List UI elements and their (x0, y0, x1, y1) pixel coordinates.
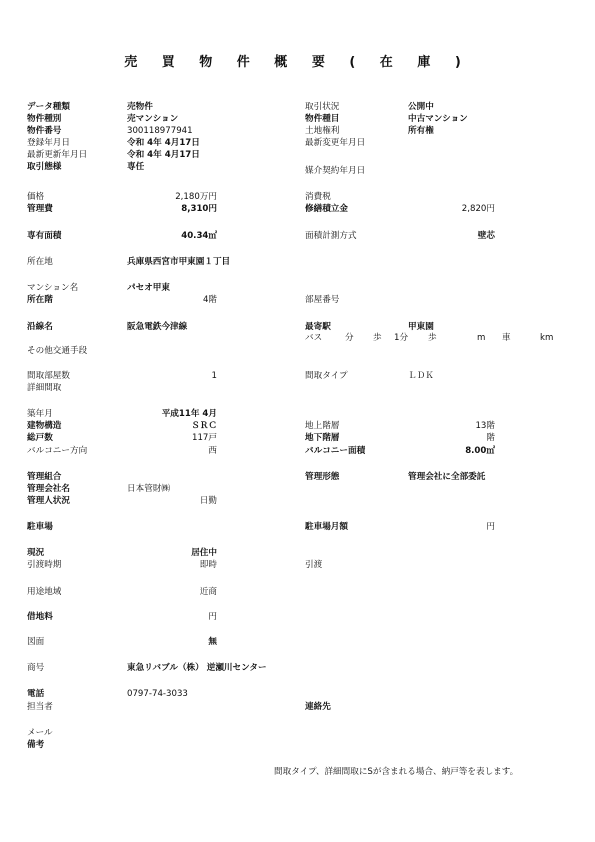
value-above-floors: 13階 (475, 421, 495, 431)
value-rooms: 1 (211, 371, 217, 381)
label-floor-area: 専有面積 (27, 231, 62, 241)
value-land-right: 所有権 (408, 126, 434, 136)
value-trade-name: 東急リバブル（株） 逆瀬川センター (127, 663, 267, 673)
label-location: 所在地 (27, 257, 53, 267)
label-land-rent: 借地料 (27, 612, 53, 622)
label-repair-fund: 修繕積立金 (305, 204, 348, 214)
value-property-item: 中古マンション (408, 114, 468, 124)
value-current: 居住中 (191, 548, 217, 558)
label-layout-detail: 詳細間取 (27, 383, 62, 393)
label-room-no: 部屋番号 (305, 295, 340, 305)
label-mansion-name: マンション名 (27, 283, 79, 293)
value-use-zone: 近商 (199, 587, 217, 597)
label-property-no: 物件番号 (27, 126, 62, 136)
label-km: km (540, 333, 554, 343)
label-area-method: 面積計測方式 (305, 231, 357, 241)
label-structure: 建物構造 (27, 421, 62, 431)
value-drawing: 無 (208, 637, 217, 647)
value-property-no: 300118977941 (127, 126, 193, 136)
value-last-update: 令和 4年 4月17日 (127, 150, 200, 160)
label-other-transport: その他交通手段 (27, 346, 88, 356)
label-handover: 引渡 (305, 560, 323, 570)
label-contact-person: 担当者 (27, 702, 53, 712)
value-manager-status: 日勤 (199, 496, 217, 506)
label-bus-walk: 歩 (373, 333, 382, 343)
label-layout-type: 間取タイプ (305, 371, 348, 381)
label-drawing: 図面 (27, 637, 45, 647)
value-walk-minutes: 1分 (394, 333, 409, 343)
label-price: 価格 (27, 192, 45, 202)
label-last-update: 最新更新年月日 (27, 150, 88, 160)
label-handover-time: 引渡時期 (27, 560, 62, 570)
label-manager-status: 管理人状況 (27, 496, 70, 506)
label-car: 車 (502, 333, 511, 343)
label-property-type: 物件種別 (27, 114, 62, 124)
label-unit-m: m (477, 333, 486, 343)
label-parking: 駐車場 (27, 522, 53, 532)
value-mgmt-fee: 8,310円 (181, 204, 217, 214)
label-below-floors: 地下階層 (305, 433, 340, 443)
value-data-type: 売物件 (127, 102, 153, 112)
value-mansion-name: パセオ甲東 (127, 283, 170, 293)
value-floor-area: 40.34㎡ (181, 231, 217, 241)
value-structure: ＳＲＣ (191, 421, 217, 431)
label-total-units: 総戸数 (27, 433, 53, 443)
value-mgmt-company: 日本管財㈱ (127, 484, 170, 494)
value-total-units: 117戸 (192, 433, 217, 443)
label-land-right: 土地権利 (305, 126, 340, 136)
value-price: 2,180万円 (175, 192, 217, 202)
value-phone: 0797-74-3033 (127, 689, 188, 699)
label-remarks: 備考 (27, 740, 45, 750)
label-mgmt-union: 管理組合 (27, 472, 62, 482)
value-below-floors: 階 (486, 433, 495, 443)
label-mgmt-form: 管理形態 (305, 472, 340, 482)
label-floor: 所在階 (27, 295, 53, 305)
label-balcony-area: バルコニー面積 (305, 446, 366, 456)
value-built: 平成11年 4月 (161, 409, 217, 419)
label-station: 最寄駅 (305, 322, 331, 332)
label-bus: バス (305, 333, 323, 343)
label-walk: 歩 (428, 333, 437, 343)
value-balcony-area: 8.00㎡ (465, 446, 495, 456)
footnote: 間取タイプ、詳細間取にSが含まれる場合、納戸等を表します。 (274, 767, 519, 777)
value-land-rent: 円 (208, 612, 217, 622)
label-parking-fee: 駐車場月額 (305, 522, 348, 532)
value-area-method: 壁芯 (477, 231, 495, 241)
value-parking-fee: 円 (486, 522, 495, 532)
label-rooms: 間取部屋数 (27, 371, 70, 381)
label-trade-name: 商号 (27, 663, 45, 673)
label-built: 築年月 (27, 409, 53, 419)
value-property-type: 売マンション (127, 114, 179, 124)
label-last-change: 最新変更年月日 (305, 138, 366, 148)
value-line: 阪急電鉄今津線 (127, 322, 188, 332)
label-reg-date: 登録年月日 (27, 138, 70, 148)
label-mgmt-company: 管理会社名 (27, 484, 70, 494)
label-current: 現況 (27, 548, 45, 558)
label-mgmt-fee: 管理費 (27, 204, 53, 214)
page-title: 売 買 物 件 概 要 ( 在 庫 ) (124, 55, 471, 70)
label-consumption-tax: 消費税 (305, 192, 331, 202)
label-mail: メール (27, 728, 53, 738)
label-trade-status: 取引状況 (305, 102, 340, 112)
value-reg-date: 令和 4年 4月17日 (127, 138, 200, 148)
label-mediation-date: 媒介契約年月日 (305, 166, 366, 176)
value-handover-time: 即時 (199, 560, 217, 570)
value-mgmt-form: 管理会社に全部委託 (408, 472, 486, 482)
label-use-zone: 用途地域 (27, 587, 62, 597)
value-balcony-dir: 西 (208, 446, 217, 456)
label-balcony-dir: バルコニー方向 (27, 446, 88, 456)
value-station: 甲東園 (408, 322, 434, 332)
label-bus-min: 分 (345, 333, 354, 343)
value-repair-fund: 2,820円 (461, 204, 495, 214)
label-contact: 連絡先 (305, 702, 331, 712)
value-layout-type: ＬＤＫ (408, 371, 434, 381)
label-above-floors: 地上階層 (305, 421, 340, 431)
label-property-item: 物件種目 (305, 114, 340, 124)
value-trade-status: 公開中 (408, 102, 434, 112)
label-data-type: データ種類 (27, 102, 70, 112)
label-line: 沿線名 (27, 322, 53, 332)
value-location: 兵庫県西宮市甲東園１丁目 (127, 257, 231, 267)
value-transaction-form: 専任 (127, 162, 145, 172)
label-transaction-form: 取引態様 (27, 162, 62, 172)
label-phone: 電話 (27, 689, 45, 699)
value-floor: 4階 (202, 295, 217, 305)
